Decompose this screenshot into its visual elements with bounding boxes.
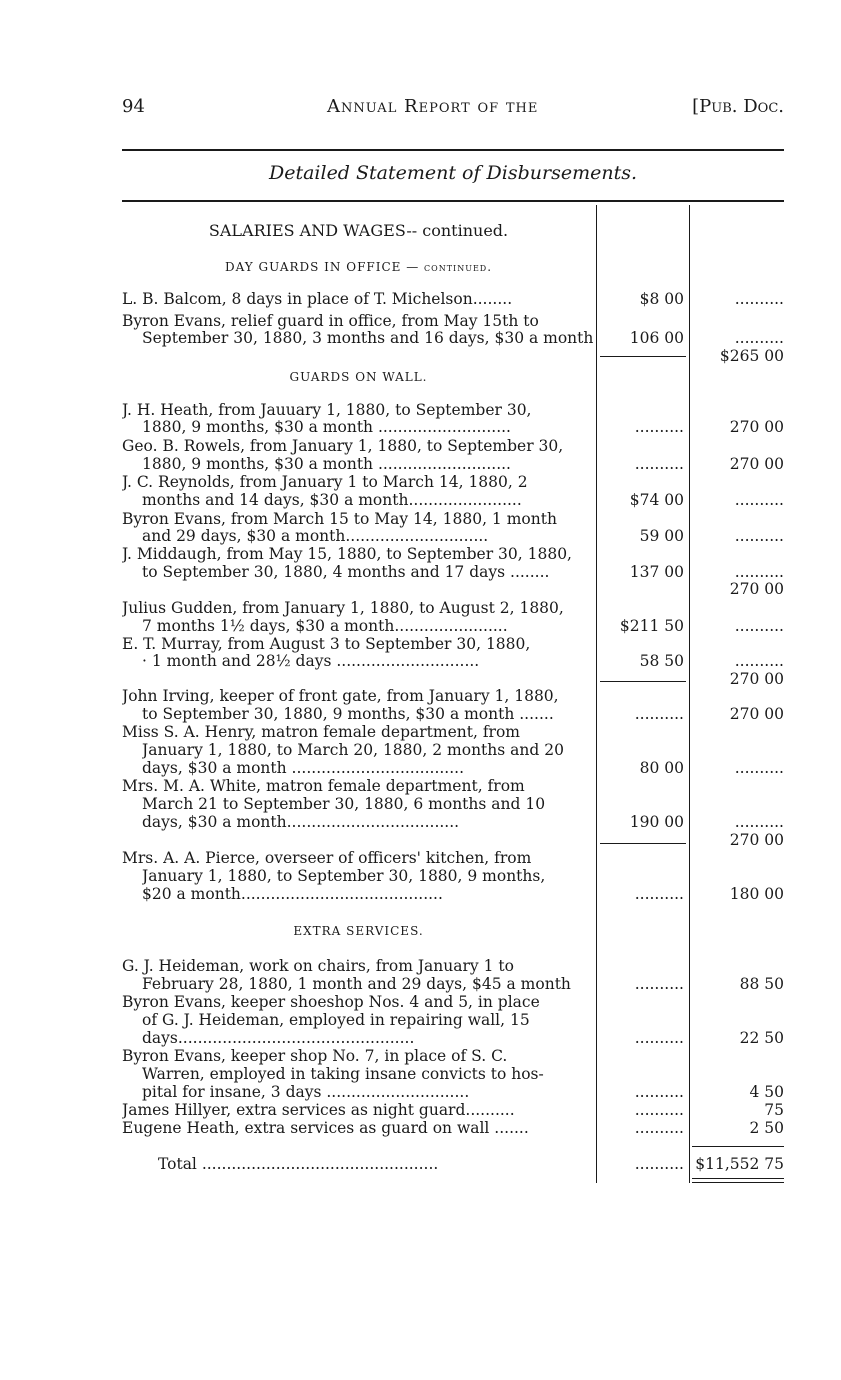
total-column-1: .......... <box>634 1155 684 1173</box>
document-label: [Pub. Doc. <box>692 96 784 117</box>
entry-line: G. J. Heideman, work on chairs, from January 1 to <box>122 958 514 975</box>
entry-line: days, $30 a month ................................... <box>142 760 465 777</box>
entry-line: Byron Evans, relief guard in office, from May 15th to <box>122 313 539 330</box>
entry-line: L. B. Balcom, 8 days in place of T. Michelson........ <box>122 291 513 308</box>
entry-line: of G. J. Heideman, employed in repairing wall, 15 <box>142 1012 530 1029</box>
total-rule-bottom <box>692 1178 784 1179</box>
entry-line: Mrs. A. A. Pierce, overseer of officers' kitchen, from <box>122 850 532 867</box>
entry-line: J. C. Reynolds, from January 1 to March 14, 1880, 2 <box>122 474 528 491</box>
amount-column-1: $74 00 <box>629 491 684 509</box>
statement-title: Detailed Statement of Disbursements. <box>268 162 638 184</box>
amount-column-2: 22 50 <box>739 1029 784 1047</box>
subtotal-amount: $265 00 <box>719 347 784 365</box>
entry-line: J. Middaugh, from May 15, 1880, to September 30, 1880, <box>122 546 572 563</box>
amount-column-2: 2 50 <box>749 1119 784 1137</box>
amount-column-1: .......... <box>634 1119 684 1137</box>
entry-line: Eugene Heath, extra services as guard on wall ....... <box>122 1120 529 1137</box>
entry-line: Byron Evans, keeper shoeshop Nos. 4 and 5, in place <box>122 994 540 1011</box>
page-header <box>122 96 784 124</box>
entry-line: days, $30 a month................................... <box>142 814 460 831</box>
amount-column-2: 88 50 <box>739 975 784 993</box>
entry-line: Byron Evans, keeper shop No. 7, in place of S. C. <box>122 1048 508 1065</box>
entry-line: 1880, 9 months, $30 a month ........................... <box>142 419 511 436</box>
section-heading-day-guards: DAY GUARDS IN OFFICE — continued. <box>224 260 493 274</box>
amount-column-2: 270 00 <box>729 705 784 723</box>
section-heading-extra-services: EXTRA SERVICES. <box>293 924 424 938</box>
section-heading-guards-on-wall: GUARDS ON WALL. <box>289 370 428 384</box>
amount-column-1: $8 00 <box>639 290 684 308</box>
total-label: Total ................................................ <box>158 1156 439 1173</box>
header-rule <box>122 149 784 151</box>
amount-column-1: .......... <box>634 705 684 723</box>
total-rule-top <box>692 1146 784 1147</box>
amount-column-1: 137 00 <box>629 563 684 581</box>
column-divider-right <box>689 205 690 1183</box>
amount-column-2: 180 00 <box>729 885 784 903</box>
section-heading-salaries: SALARIES AND WAGES-- continued. <box>208 221 509 240</box>
entry-line: 1880, 9 months, $30 a month ........................... <box>142 456 511 473</box>
entry-line: January 1, 1880, to September 30, 1880, 9 months, <box>142 868 546 885</box>
amount-column-1: .......... <box>634 455 684 473</box>
entry-line: September 30, 1880, 3 months and 16 days, $30 a month <box>142 330 594 347</box>
entry-line: John Irving, keeper of front gate, from January 1, 1880, <box>122 688 559 705</box>
amount-column-2: .......... <box>734 563 784 581</box>
amount-column-1: .......... <box>634 1083 684 1101</box>
amount-column-2: 4 50 <box>749 1083 784 1101</box>
amount-column-2: .......... <box>734 617 784 635</box>
subtotal-rule <box>600 356 686 357</box>
grand-total: $11,552 75 <box>695 1155 784 1173</box>
entry-line: to September 30, 1880, 9 months, $30 a month ....... <box>142 706 554 723</box>
amount-column-1: 58 50 <box>639 652 684 670</box>
entry-line: January 1, 1880, to March 20, 1880, 2 months and 20 <box>142 742 564 759</box>
amount-column-2: .......... <box>734 759 784 777</box>
entry-line: Miss S. A. Henry, matron female department, from <box>122 724 520 741</box>
entry-line: Julius Gudden, from January 1, 1880, to August 2, 1880, <box>122 600 564 617</box>
subtotal-amount: 270 00 <box>729 670 784 688</box>
amount-column-2: .......... <box>734 813 784 831</box>
entry-line: Warren, employed in taking insane convicts to hos- <box>142 1066 544 1083</box>
entry-line: February 28, 1880, 1 month and 29 days, $45 a month <box>142 976 571 993</box>
entry-line: J. H. Heath, from Jauuary 1, 1880, to September 30, <box>122 402 532 419</box>
amount-column-2: .......... <box>734 491 784 509</box>
entry-line: months and 14 days, $30 a month....................... <box>142 492 522 509</box>
entry-line: days................................................ <box>142 1030 415 1047</box>
subtotal-rule <box>600 681 686 682</box>
subtotal-rule <box>600 843 686 844</box>
amount-column-2: .......... <box>734 652 784 670</box>
amount-column-1: $211 50 <box>619 617 684 635</box>
entry-line: E. T. Murray, from August 3 to September 30, 1880, <box>122 636 531 653</box>
entry-line: Mrs. M. A. White, matron female department, from <box>122 778 525 795</box>
amount-column-1: .......... <box>634 885 684 903</box>
amount-column-2: .......... <box>734 290 784 308</box>
amount-column-1: .......... <box>634 1101 684 1119</box>
entry-line: March 21 to September 30, 1880, 6 months and 10 <box>142 796 546 813</box>
amount-column-1: 106 00 <box>629 329 684 347</box>
amount-column-1: 80 00 <box>639 759 684 777</box>
amount-column-1: .......... <box>634 975 684 993</box>
entry-line: · 1 month and 28½ days ............................. <box>142 653 480 670</box>
amount-column-2: .......... <box>734 527 784 545</box>
amount-column-1: .......... <box>634 418 684 436</box>
subtotal-amount: 270 00 <box>729 831 784 849</box>
table-top-rule <box>122 200 784 202</box>
entry-line: and 29 days, $30 a month............................. <box>142 528 489 545</box>
entry-line: Geo. B. Rowels, from January 1, 1880, to September 30, <box>122 438 564 455</box>
page-number: 94 <box>122 96 145 117</box>
entry-line: 7 months 1½ days, $30 a month....................... <box>142 618 508 635</box>
entry-line: James Hillyer, extra services as night guard.......... <box>122 1102 515 1119</box>
total-rule-bottom <box>692 1182 784 1183</box>
amount-column-1: 190 00 <box>629 813 684 831</box>
amount-column-2: 75 <box>764 1101 784 1119</box>
amount-column-2: 270 00 <box>729 455 784 473</box>
entry-line: Byron Evans, from March 15 to May 14, 1880, 1 month <box>122 511 557 528</box>
column-divider-left <box>596 205 597 1183</box>
entry-line: to September 30, 1880, 4 months and 17 days ........ <box>142 564 550 581</box>
amount-column-1: .......... <box>634 1029 684 1047</box>
amount-column-1: 59 00 <box>639 527 684 545</box>
subtotal-amount: 270 00 <box>729 580 784 598</box>
amount-column-2: .......... <box>734 329 784 347</box>
running-title: Annual Report of the <box>327 96 539 117</box>
entry-line: $20 a month......................................... <box>142 886 443 903</box>
amount-column-2: 270 00 <box>729 418 784 436</box>
entry-line: pital for insane, 3 days ............................. <box>142 1084 470 1101</box>
